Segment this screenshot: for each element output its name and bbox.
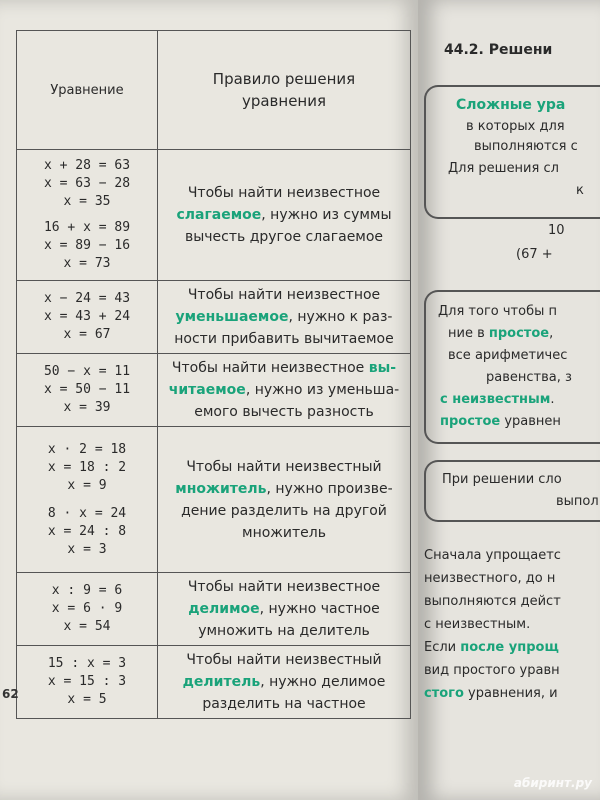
rule-cell: Чтобы найти неизвестное уменьшаемое, нужно к раз- ности прибавить вычитаемое [158,281,411,354]
equation-cell: x − 24 = 43 x = 43 + 24 x = 67 [17,281,158,354]
equation-cell: x : 9 = 6 x = 6 · 9 x = 54 [17,573,158,646]
example-line: (67 + [516,247,553,262]
equation-cell: 50 − x = 11 x = 50 − 11 x = 39 [17,354,158,427]
rule-cell: Чтобы найти неизвестное делимое, нужно частное умножить на делитель [158,573,411,646]
paragraph-line: вид простого уравн [424,663,560,678]
page-number: 62 [2,687,19,701]
table-row [17,281,411,354]
paragraph-line: стого уравнения, и [424,686,558,701]
definition-box: Сложные ура в которых для выполняются с Для решения сл к [424,85,600,219]
rule-cell: Чтобы найти неизвестное вы- читаемое, нужно из уменьша- емого вычесть разность [158,354,411,427]
paragraph-line: неизвестного, до н [424,571,556,586]
watermark: абиринт.ру [513,776,592,790]
rule-box: Для того чтобы п ние в простое, все арифметичес равенства, з с неизвестным. простое уравнен [424,290,600,444]
paragraph-line: с неизвестным. [424,617,531,632]
rule-cell: Чтобы найти неизвестный делитель, нужно делимое разделить на частное [158,646,411,719]
term-highlight: уменьшаемое [175,309,289,325]
header-equation: Уравнение [17,31,158,150]
example-line: 10 [548,223,565,238]
equation-cell: x + 28 = 63 x = 63 − 28 x = 35 16 + x = 89 x = 89 − 16 x = 73 [17,150,158,281]
term-highlight: делитель [182,674,261,690]
table-row [17,354,411,427]
table-row [17,150,411,281]
paragraph-line: Если после упрощ [424,640,559,655]
note-box: При решении сло выпол [424,460,600,522]
section-title: 44.2. Решени [444,42,553,58]
equation-cell: 15 : x = 3 x = 15 : 3 x = 5 [17,646,158,719]
paragraph-line: выполняются дейст [424,594,561,609]
rule-cell: Чтобы найти неизвестный множитель, нужно произве- дение разделить на другой множитель [158,427,411,573]
table-row [17,427,411,573]
term-highlight: множитель [175,480,267,497]
table-row [17,646,411,719]
term-highlight: читаемое [168,382,246,398]
header-rule: Правило решения уравнения [158,31,411,150]
term-highlight: слагаемое [176,207,262,223]
equation-cell: x · 2 = 18 x = 18 : 2 x = 9 8 · x = 24 x = 24 : 8 x = 3 [17,427,158,573]
equation-rules-table [16,30,411,719]
table-row [17,573,411,646]
table-header-row [17,31,411,150]
term-highlight: делимое [188,601,260,617]
rule-cell: Чтобы найти неизвестное слагаемое, нужно из суммы вычесть другое слагаемое [158,150,411,281]
paragraph-line: Сначала упрощаетс [424,548,561,563]
right-page [418,0,600,800]
